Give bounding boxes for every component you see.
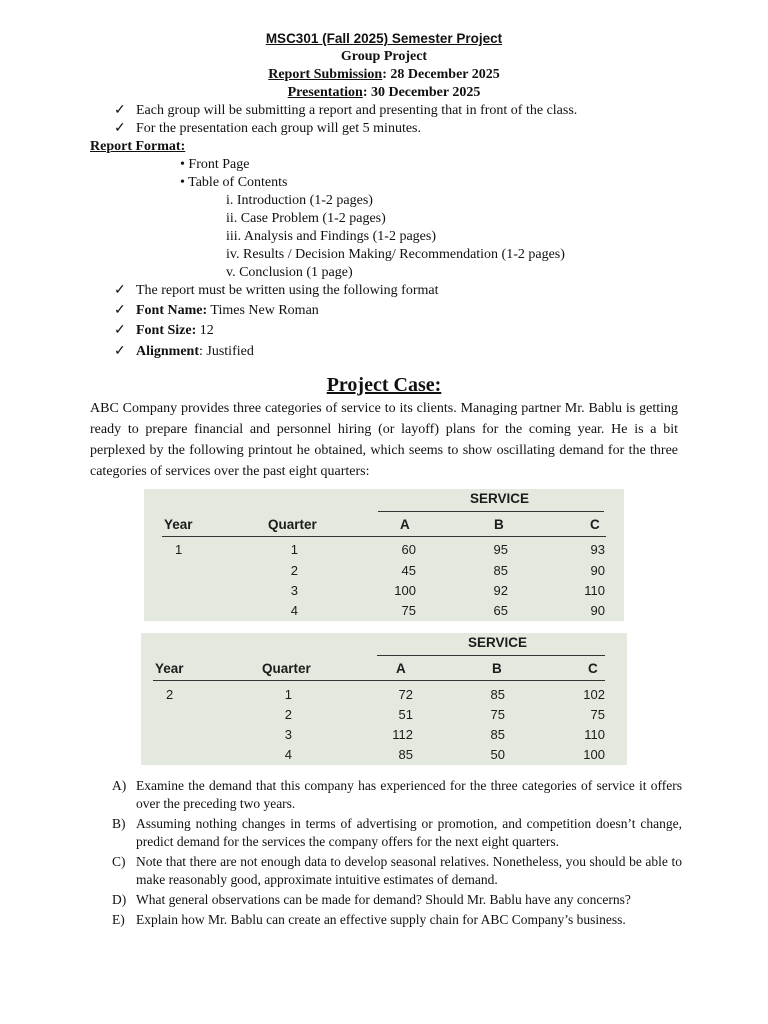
table-cell: 2 [290,563,298,578]
table-cell: 75 [590,707,605,722]
group-project-title: Group Project [340,49,428,64]
table-cell: 90 [590,563,605,578]
year-cell: 1 [175,542,183,557]
format-check-item: ✓ Alignment: Justified [114,344,254,359]
checkmark-icon: ✓ [114,344,126,359]
table-cell: 110 [584,727,605,742]
report-submission-label: Report Submission [268,67,383,82]
service-header: SERVICE [468,635,528,650]
report-format-heading: Report Format: [90,139,186,154]
course-title: MSC301 (Fall 2025) Semester Project [265,31,503,46]
header-underline [162,536,606,537]
toc-item: iii. Analysis and Findings (1-2 pages) [226,229,436,244]
table-cell: 75 [490,707,505,722]
service-underline [378,511,604,512]
format-check-item: ✓ Font Name: Times New Roman [114,303,319,318]
col-header-quarter: Quarter [262,661,311,676]
table-cell: 4 [284,747,292,762]
col-header-year: Year [164,517,193,532]
table-cell: 50 [490,747,505,762]
table-cell: 92 [493,583,508,598]
table-cell: 60 [401,542,416,557]
checkmark-icon: ✓ [114,103,126,118]
table-cell: 1 [290,542,298,557]
question-item [112,891,682,909]
col-header-c: C [590,517,600,532]
table-cell: 51 [398,707,413,722]
col-header-c: C [588,661,598,676]
table-cell: 102 [583,687,605,702]
question-item [112,853,682,889]
project-case-title: Project Case: [326,374,442,396]
table-cell: 112 [392,727,413,742]
question-text: Examine the demand that this company has experienced for the three categories of service it offers over the preceding two years. [136,778,682,811]
question-text: What general observations can be made for demand? Should Mr. Bablu have any concerns? [136,892,631,907]
question-item [112,777,682,813]
format-check-item: ✓ Font Size: 12 [114,323,214,338]
table-cell: 3 [290,583,298,598]
checkmark-icon: ✓ [114,283,126,298]
col-header-b: B [492,661,502,676]
question-label: C) [112,854,126,869]
intro-check-item: ✓ For the presentation each group will get 5 minutes. [114,121,421,136]
question-list [112,777,682,931]
table-cell: 85 [398,747,413,762]
report-submission-line [0,66,768,84]
table-cell: 85 [493,563,508,578]
demand-table-year-2 [141,633,627,765]
toc-item: v. Conclusion (1 page) [226,265,353,280]
table-cell: 100 [394,583,416,598]
question-text: Explain how Mr. Bablu can create an effective supply chain for ABC Company’s business. [136,912,626,927]
table-cell: 65 [493,603,508,618]
year-cell: 2 [166,687,174,702]
toc-item: i. Introduction (1-2 pages) [226,193,373,208]
table-cell: 85 [490,727,505,742]
table-cell: 75 [401,603,416,618]
case-paragraph: ABC Company provides three categories of service to its clients. Managing partner Mr. Bablu is getting ready to prepare financial and personnel hiring (or layoff) plans for the coming year. He is a bit perplexed by the following printout he obtained, which seems to show oscillating demand for the three categories of services over the past eight quarters: [90,401,678,479]
question-item [112,815,682,851]
service-underline [377,655,605,656]
header-underline [153,680,605,681]
presentation-date: : 30 December 2025 [362,85,481,100]
table-cell: 90 [590,603,605,618]
table-cell: 4 [290,603,298,618]
question-label: B) [112,816,126,831]
question-text: Assuming nothing changes in terms of advertising or promotion, and competition doesn’t change, predict demand for the services the company offers for the next eight quarters. [136,816,682,849]
col-header-a: A [396,661,406,676]
service-header: SERVICE [470,491,530,506]
col-header-year: Year [155,661,184,676]
question-text: Note that there are not enough data to develop seasonal relatives. Nonetheless, you should be able to make reasonably good, approximate intuitive estimates of demand. [136,854,682,887]
toc-item: iv. Results / Decision Making/ Recommendation (1-2 pages) [226,247,565,262]
report-submission-date: : 28 December 2025 [382,67,500,82]
col-header-a: A [400,517,410,532]
col-header-quarter: Quarter [268,517,317,532]
table-cell: 45 [401,563,416,578]
presentation-label: Presentation [287,85,363,100]
table-cell: 100 [583,747,605,762]
presentation-line [0,84,768,102]
question-label: D) [112,892,127,907]
table-cell: 110 [584,583,605,598]
question-label: A) [112,778,127,793]
toc-item: ii. Case Problem (1-2 pages) [226,211,386,226]
demand-table-year-1 [144,489,624,621]
intro-check-item: ✓ Each group will be submitting a report and presenting that in front of the class. [114,103,578,118]
question-label: E) [112,912,125,927]
table-cell: 85 [490,687,505,702]
table-cell: 72 [398,687,413,702]
checkmark-icon: ✓ [114,303,126,318]
table-cell: 95 [493,542,508,557]
table-cell: 93 [590,542,605,557]
checkmark-icon: ✓ [114,323,126,338]
format-bullet-toc: • Table of Contents [180,175,288,190]
format-check-item: ✓ The report must be written using the following format [114,283,439,298]
table-cell: 1 [284,687,292,702]
checkmark-icon: ✓ [114,121,126,136]
table-cell: 2 [284,707,292,722]
question-item [112,911,682,929]
col-header-b: B [494,517,504,532]
table-cell: 3 [284,727,292,742]
format-bullet-front-page: • Front Page [180,157,250,172]
